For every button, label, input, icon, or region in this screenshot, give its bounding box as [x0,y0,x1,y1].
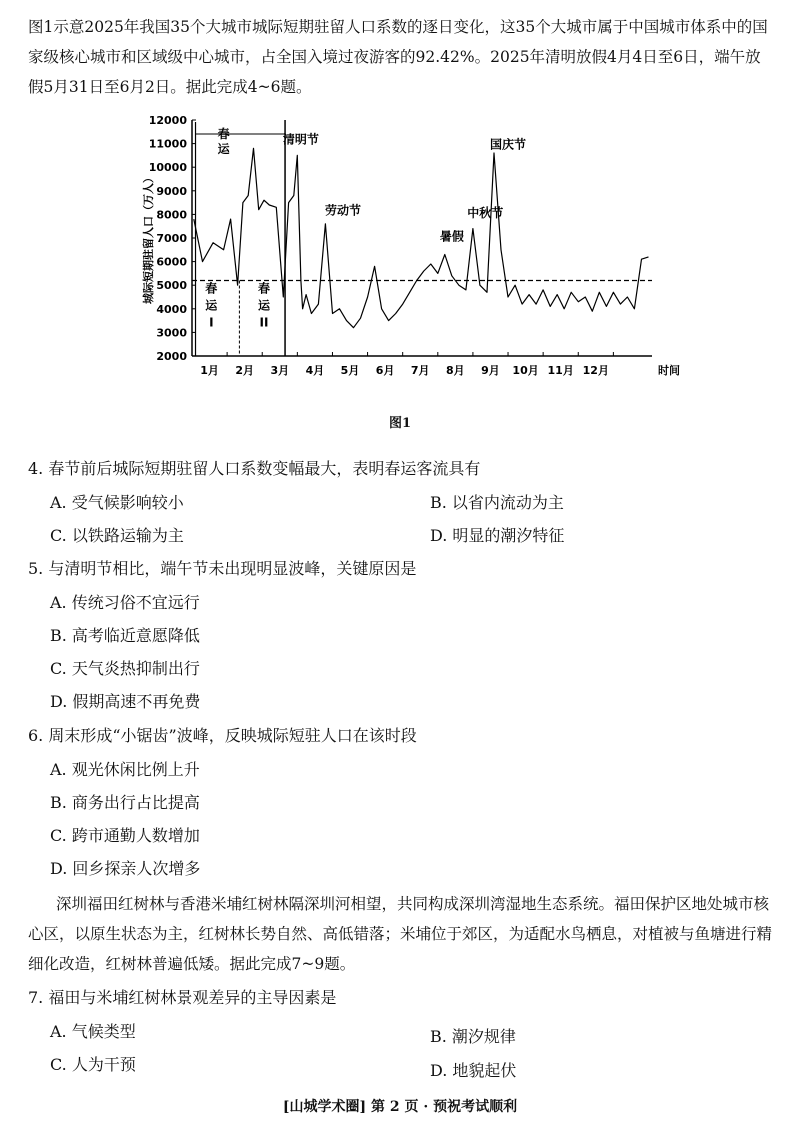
x-axis-label: 时间 [658,364,680,377]
summer-label: 暑假 [439,229,464,244]
figure-caption: 图1 [388,416,412,431]
spring-rush-label-2: 运 [217,142,230,156]
x-tick-label: 2月 [235,364,254,377]
spring-rush-1-label: 春 [205,281,218,296]
x-tick-label: 7月 [410,364,430,377]
question-7-option-a: A. 气候类型 [50,1022,136,1041]
y-tick-label: 6000 [156,255,187,269]
question-5-option-c: C. 天气炎热抑制出行 [50,659,200,678]
question-4-option-a: A. 受气候影响较小 [50,493,184,512]
question-6-option-d: D. 回乡探亲人次增多 [50,859,201,878]
x-tick-label: 12月 [582,364,609,377]
y-tick-label: 12000 [148,114,187,127]
question-6-option-c: C. 跨市通勤人数增加 [50,826,200,845]
x-tick-label: 8月 [446,364,465,377]
question-6-option-a: A. 观光休闲比例上升 [50,760,200,779]
x-tick-label: 10月 [512,364,539,377]
spring-rush-1-label: I [209,315,214,330]
y-tick-label: 10000 [148,161,187,175]
question-5-option-d: D. 假期高速不再免费 [50,692,201,711]
y-tick-label: 8000 [156,208,187,222]
x-tick-label: 4月 [305,364,325,377]
spring-rush-2-label: 春 [257,281,270,296]
mid-autumn-label: 中秋节 [467,205,504,220]
page-footer: [山城学术圈] 第 2 页 · 预祝考试顺利 [282,1099,518,1115]
question-5-stem: 5. 与清明节相比，端午节未出现明显波峰，关键原因是 [28,559,417,578]
question-7-option-c: C. 人为干预 [50,1055,136,1074]
spring-rush-2-label: II [259,315,269,330]
intro-paragraph: 图1示意2025年我国35个大城市城际短期驻留人口系数的逐日变化，这35个大城市属于中国城市体系中的国家级核心城市和区域级中心城市，占全国入境过夜游客的92.42%。2025年清明放假4月4日至6日，端午放假5月31日至6月2日。据此完成4~6题。 [28,18,768,96]
spring-rush-2-label: 运 [257,298,270,313]
question-4-option-c: C. 以铁路运输为主 [50,526,184,545]
x-tick-label: 9月 [481,364,500,377]
y-tick-label: 11000 [148,137,187,151]
passage-2: 深圳福田红树林与香港米埔红树林隔深圳河相望，共同构成深圳湾湿地生态系统。福田保护区地处城市核心区，以原生状态为主，红树林长势自然、高低错落；米埔位于郊区，为适配水鸟栖息，对植被与鱼塘进行精细化改造，红树林普遍低矮。据此完成7~9题。 [28,895,773,973]
x-tick-label: 11月 [547,364,574,377]
figure-1 [140,108,680,400]
x-tick-label: 6月 [375,364,395,377]
x-tick-label: 1月 [200,364,219,377]
question-5-option-a: A. 传统习俗不宜远行 [50,593,200,612]
question-7-option-d: D. 地貌起伏 [430,1061,517,1080]
population-line-chart [140,108,680,400]
labor-day-label: 劳动节 [324,203,362,218]
x-tick-label: 3月 [270,364,290,377]
question-4-option-d: D. 明显的潮汐特征 [430,526,565,545]
question-7-stem: 7. 福田与米埔红树林景观差异的主导因素是 [28,988,337,1007]
y-tick-label: 4000 [156,302,187,316]
y-tick-label: 3000 [156,326,187,340]
y-tick-label: 2000 [156,350,187,363]
spring-rush-label-1: 春 [217,127,230,141]
national-day-label: 国庆节 [490,137,527,152]
y-axis-label: 城际短期驻留人口（万人） [142,172,155,304]
question-4-option-b: B. 以省内流动为主 [430,493,564,512]
x-tick-label: 5月 [340,364,360,377]
question-6-option-b: B. 商务出行占比提高 [50,793,200,812]
question-7-option-b: B. 潮汐规律 [430,1027,516,1046]
question-5-option-b: B. 高考临近意愿降低 [50,626,200,645]
y-tick-label: 9000 [156,184,187,198]
spring-rush-1-label: 运 [205,298,218,313]
question-6-stem: 6. 周末形成“小锯齿”波峰，反映城际短驻人口在该时段 [28,726,417,745]
y-tick-label: 7000 [156,232,187,245]
y-tick-label: 5000 [156,279,187,293]
qingming-label: 清明节 [282,132,319,147]
question-4-stem: 4. 春节前后城际短期驻留人口系数变幅最大，表明春运客流具有 [28,459,481,478]
